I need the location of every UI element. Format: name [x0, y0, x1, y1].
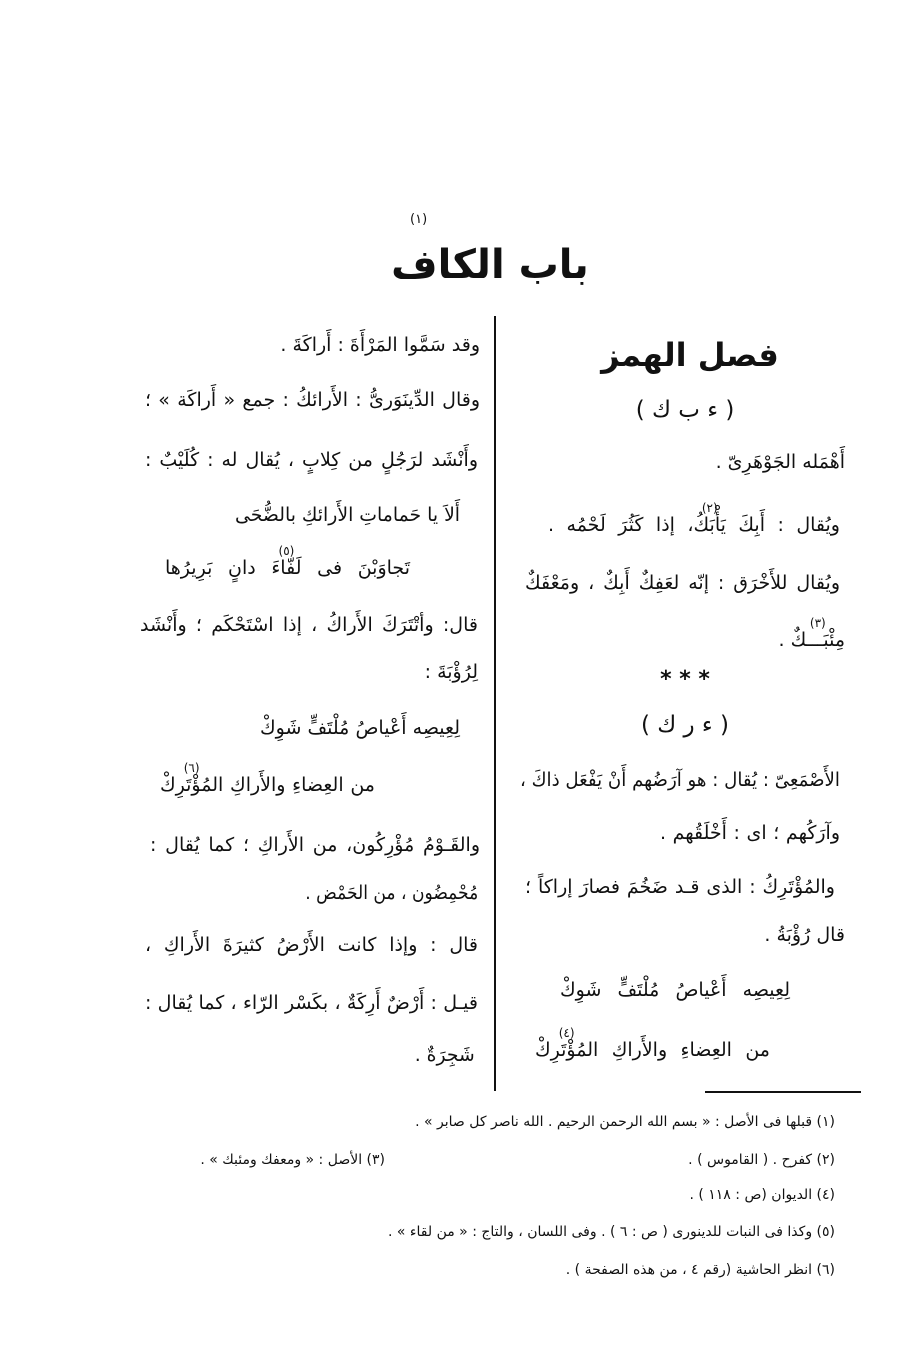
verse-line	[535, 1026, 770, 1065]
line-text: المُؤْتَرِكْ	[160, 774, 224, 796]
footnote-anchor-word	[535, 1026, 599, 1061]
left-column-line: قيـل : أَرْضٌ أَرِكَةٌ ، بكَسْر الرّاء ، كما يُقال :	[145, 992, 478, 1014]
verse-line: لِعِيصِه أَعْياصُ مُلْتَفٍّ شَوِكْ	[260, 717, 460, 739]
page-title: باب الكاف	[391, 242, 589, 288]
right-column-line: الأَصْمَعِىّ : يُقال : هو آرَضُهم أَنْ يَفْعَل ذاكَ ،	[520, 769, 840, 791]
right-column-line: أَهْمَله الجَوْهَرِىّ .	[715, 451, 845, 473]
section-heading: فصل الهمز	[601, 336, 779, 374]
line-text: ويُقال : أَبِكَ	[725, 514, 840, 536]
line-text: ، إذا كَثُرَ لَحْمُه .	[548, 514, 694, 536]
right-column-line: قال رُؤْبَةُ .	[764, 924, 845, 946]
left-column-line: وقال الدِّينَوَرىُّ : الأَرائكُ : جمع « أَراكَة » ؛	[145, 389, 480, 411]
right-column-line: ويُقال للأَخْرَق : إنّه لعَفِكٌ أَبِكٌ ، ومَعْفَكٌ	[525, 572, 840, 594]
left-column-line: قال : وإذا كانت الأَرْضُ كثيرَةَ الأَراكِ ،	[145, 934, 478, 956]
right-column-line	[778, 616, 845, 655]
column-divider	[494, 316, 496, 1091]
footnote-anchor-word	[693, 501, 726, 536]
right-column-line: والمُؤْتَرِكُ : الذى قـد ضَخُمَ فصارَ إراكاً ؛	[525, 876, 835, 898]
line-text: .	[778, 629, 791, 651]
verse-line: لِعِيصِه أَعْياصُ مُلْتَفٍّ شَوِكْ	[560, 979, 790, 1001]
line-text: دانٍ بَرِيرُها	[165, 557, 272, 579]
verse-line	[160, 761, 375, 800]
line-text: من العِضاءِ والأَراكِ	[598, 1039, 770, 1061]
footnote: (٦) انظر الحاشية (رقم ٤ ، من هذه الصفحة ) .	[565, 1262, 835, 1278]
line-text: لَفّاءَ	[271, 557, 302, 579]
root-heading: ( ء ر ك )	[640, 712, 730, 738]
left-column-line: والقَـوْمُ مُؤْرِكُون، من الأَراكِ ؛ كما يُقال :	[150, 834, 480, 856]
section-separator: * * *	[660, 667, 710, 692]
line-text: من العِضاءِ والأَراكِ	[223, 774, 375, 796]
line-text: مِئْبَـــكٌ	[790, 629, 845, 651]
left-column-line: وأَنْشَد لرَجُلٍ من كِلابٍ ، يُقال له : كُلَيْبٌ :	[145, 449, 478, 471]
footnote-anchor-word	[790, 616, 845, 651]
footnote: (٥) وكذا فى النبات للدينورى ( ص : ٦ ) . وفى اللسان ، والتاج : « من لقاء » .	[388, 1224, 835, 1240]
footnote: (٣) الأصل : « ومعفك ومئبك » .	[200, 1152, 385, 1168]
right-column-line: وآرَكُهم ؛ اى : أَخْلَقُهم .	[660, 822, 840, 844]
left-column-line: قال: وأتْتَرَكَ الأَراكُ ، إذا اسْتَحْكَم ؛ وأَنْشَد	[140, 614, 478, 636]
verse-line	[165, 544, 410, 583]
title-footnote-marker: (١)	[410, 212, 428, 227]
left-column-line: لِرُؤْبَةَ :	[424, 661, 478, 683]
left-column-line: شَجِرَةٌ .	[415, 1044, 475, 1066]
left-column-line: مُحْمِضُون ، من الحَمْض .	[305, 882, 478, 904]
footnote-marker: (٣)	[809, 616, 826, 630]
verse-line: أَلاَ يا حَماماتِ الأَرائكِ بالضُّحَى	[235, 504, 460, 526]
footnote: (١) قبلها فى الأصل : « بسم الله الرحمن الرحيم . الله ناصر كل صابر » .	[415, 1114, 835, 1130]
line-text: يَأْبَكُ	[693, 514, 726, 536]
footnote-marker: (٤)	[558, 1026, 575, 1040]
footnote-separator	[705, 1091, 861, 1093]
footnote-marker: (٢)	[701, 501, 718, 515]
left-column-line: وقد سَمَّوا المَرْأَةَ : أَراكَةَ .	[280, 334, 480, 356]
footnote: (٤) الديوان (ص : ١١٨ ) .	[689, 1187, 835, 1203]
footnote-marker: (٦)	[183, 761, 200, 775]
footnote-anchor-word	[271, 544, 302, 579]
right-column-line	[548, 501, 840, 540]
line-text: تَجاوَبْنَ فى	[301, 557, 410, 579]
root-heading: ( ء ب ك )	[635, 397, 735, 423]
footnote-anchor-word	[160, 761, 224, 796]
footnote: (٢) كفرح . ( القاموس ) .	[688, 1152, 835, 1168]
line-text: المُؤْتَرِكْ	[535, 1039, 599, 1061]
footnote-marker: (٥)	[278, 544, 295, 558]
